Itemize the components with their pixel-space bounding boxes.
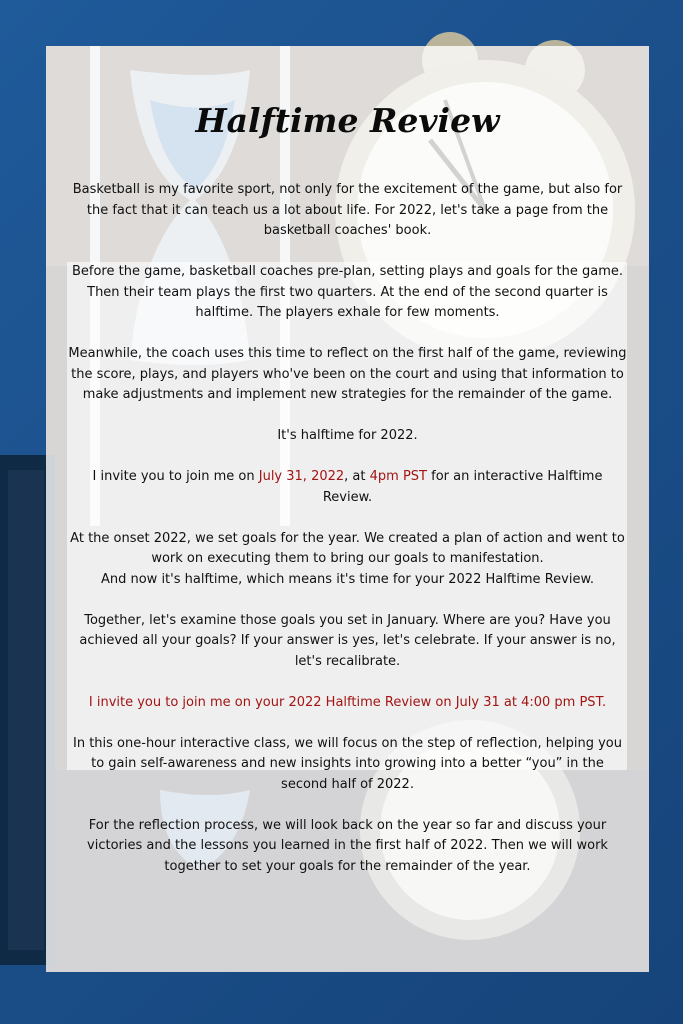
paragraph-reflection: For the reflection process, we will look back on the year so far and discuss your victories and the lessons you learned in the first half of 2022. Then we will work together to set your goals for the remainder of the year. bbox=[87, 817, 608, 874]
paragraph-class: In this one-hour interactive class, we will focus on the step of reflection, helping you to gain self-awareness and new insights into growing into a better “you” in the second half of 2022. bbox=[73, 735, 622, 792]
paragraph-pregame: Before the game, basketball coaches pre-plan, setting plays and goals for the game. Then their team plays the first two quarters. At the end of the second quarter is halftime. The players exhale for few moments. bbox=[71, 264, 624, 320]
invite-text: , at bbox=[344, 469, 370, 484]
paragraph-intro: Basketball is my favorite sport, not only for the excitement of the game, but also for the fact that it can teach us a lot about life. For 2022, let's take a page from the basketball coaches' book. bbox=[72, 182, 623, 238]
article bbox=[66, 100, 629, 898]
paragraph-examine: Together, let's examine those goals you set in January. Where are you? Have you achieved all your goals? If your answer is yes, let's celebrate. If your answer is no, let's recalibrate. bbox=[79, 612, 616, 669]
invite-text: I invite you to join me on bbox=[92, 469, 259, 484]
paragraph-halftime: It's halftime for 2022. bbox=[277, 428, 418, 443]
paragraph-goals bbox=[66, 529, 629, 591]
page-title: Halftime Review bbox=[195, 101, 500, 140]
paragraph-invite-highlight: I invite you to join me on your 2022 Halftime Review on July 31 at 4:00 pm PST. bbox=[88, 694, 607, 710]
event-time: 4pm PST bbox=[369, 469, 427, 484]
invite-text: for an interactive Halftime Review. bbox=[322, 469, 603, 505]
event-date: July 31, 2022 bbox=[258, 469, 345, 484]
paragraph-coach: Meanwhile, the coach uses this time to reflect on the first half of the game, reviewing the score, plays, and players who've been on the court and using that information to make adjustments and implement new strategies for the remainder of the game. bbox=[68, 346, 627, 402]
goals-line: And now it's halftime, which means it's time for your 2022 Halftime Review. bbox=[100, 571, 595, 587]
paragraph-invite bbox=[66, 467, 629, 508]
goals-line: At the onset 2022, we set goals for the year. We created a plan of action and went to work on executing them to bring our goals to manifestation. bbox=[70, 530, 625, 566]
